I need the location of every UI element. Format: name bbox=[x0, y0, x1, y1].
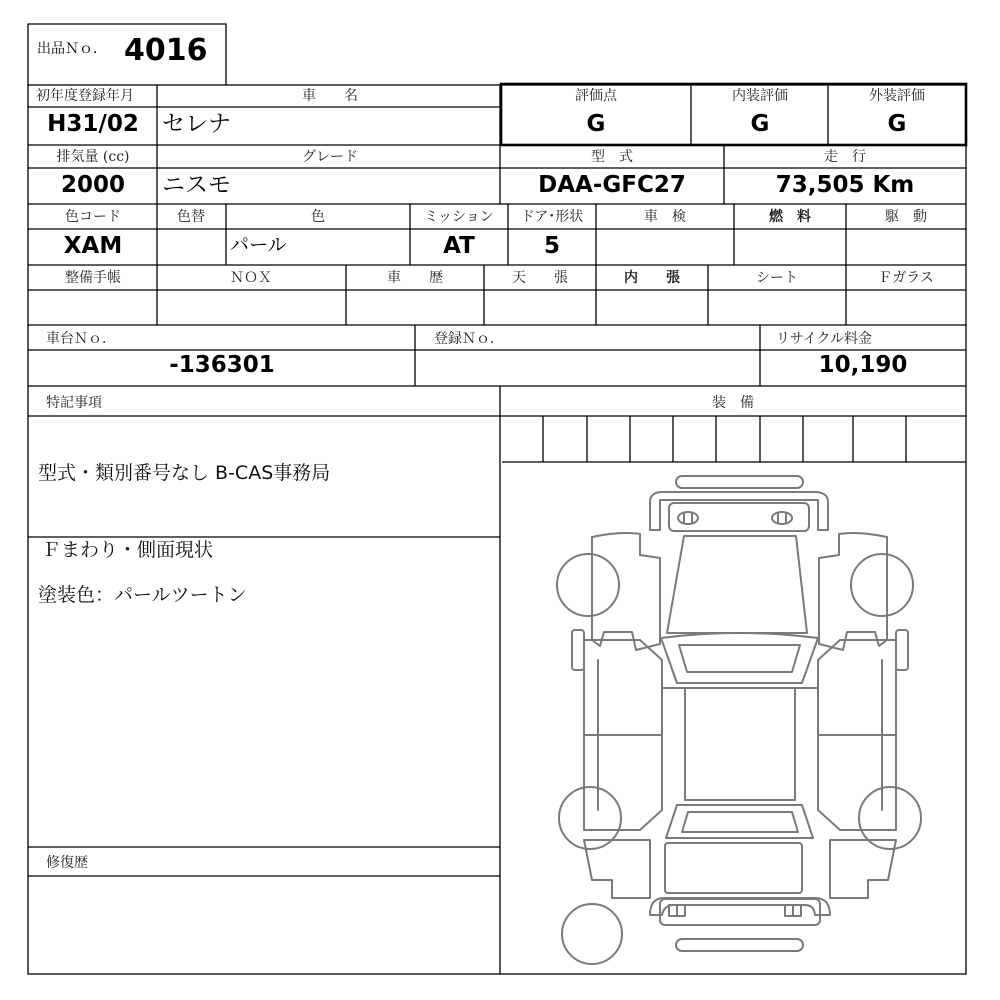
lot-number: 4016 bbox=[124, 33, 208, 68]
registration-number-label: 登録Ｎｏ． bbox=[434, 331, 504, 347]
drive-label: 駆 動 bbox=[885, 209, 927, 225]
vehicle-history-label: 車 歴 bbox=[387, 270, 443, 286]
equipment-label: 装 備 bbox=[712, 395, 754, 411]
repair-history-label: 修復歴 bbox=[46, 855, 88, 871]
chassis-number-value: -136301 bbox=[169, 352, 275, 378]
model-label: 型 式 bbox=[591, 149, 633, 165]
special-notes-label: 特記事項 bbox=[46, 395, 102, 411]
door-shape-value: 5 bbox=[543, 233, 561, 259]
car-name-value: セレナ bbox=[162, 111, 231, 137]
exterior-score-value: G bbox=[887, 111, 907, 137]
front-glass-label: Ｆガラス bbox=[878, 270, 934, 286]
lot-number-label: 出品Ｎｏ． bbox=[37, 41, 107, 57]
grade-value: ニスモ bbox=[162, 172, 231, 198]
car-damage-diagram bbox=[503, 463, 965, 973]
mileage-label: 走 行 bbox=[824, 149, 866, 165]
special-note-line: 型式・類別番号なし B-CAS事務局 bbox=[38, 462, 331, 484]
color-change-label: 色替 bbox=[177, 209, 205, 225]
interior-score-value: G bbox=[750, 111, 770, 137]
special-note-line: Ｆまわり・側面現状 bbox=[42, 539, 214, 561]
model-value: DAA-GFC27 bbox=[538, 172, 686, 198]
interior-score-label: 内装評価 bbox=[732, 88, 788, 104]
headliner-label: 天 張 bbox=[512, 270, 568, 286]
inspection-label: 車 検 bbox=[644, 209, 686, 225]
mission-label: ミッション bbox=[424, 209, 494, 225]
color-code-value: XAM bbox=[63, 233, 123, 259]
color-value: パール bbox=[230, 234, 287, 256]
mission-value: AT bbox=[443, 233, 475, 259]
maintenance-record-label: 整備手帳 bbox=[65, 270, 121, 286]
recycle-fee-value: 10,190 bbox=[818, 352, 908, 378]
score-value: G bbox=[586, 111, 606, 137]
door-shape-label: ドア･形状 bbox=[520, 209, 584, 225]
chassis-number-label: 車台Ｎｏ． bbox=[46, 331, 116, 347]
exterior-score-label: 外装評価 bbox=[869, 88, 925, 104]
first-registration-value: H31/02 bbox=[47, 111, 139, 137]
color-code-label: 色コード bbox=[65, 209, 121, 225]
displacement-label: 排気量 (cc) bbox=[56, 149, 130, 165]
nox-label: ＮＯＸ bbox=[230, 270, 272, 286]
mileage-value: 73,505 Km bbox=[775, 172, 915, 198]
first-registration-label: 初年度登録年月 bbox=[36, 88, 134, 104]
special-note-line: 塗装色：パールツートン bbox=[38, 584, 247, 606]
seat-label: シート bbox=[756, 270, 798, 286]
recycle-fee-label: リサイクル料金 bbox=[776, 331, 873, 347]
interior-trim-label: 内 張 bbox=[624, 270, 680, 286]
fuel-label: 燃 料 bbox=[769, 209, 811, 225]
grade-label: グレード bbox=[302, 149, 358, 165]
displacement-value: 2000 bbox=[60, 172, 126, 198]
score-label: 評価点 bbox=[575, 88, 617, 104]
car-name-label: 車 名 bbox=[302, 88, 358, 104]
color-label: 色 bbox=[311, 209, 325, 225]
